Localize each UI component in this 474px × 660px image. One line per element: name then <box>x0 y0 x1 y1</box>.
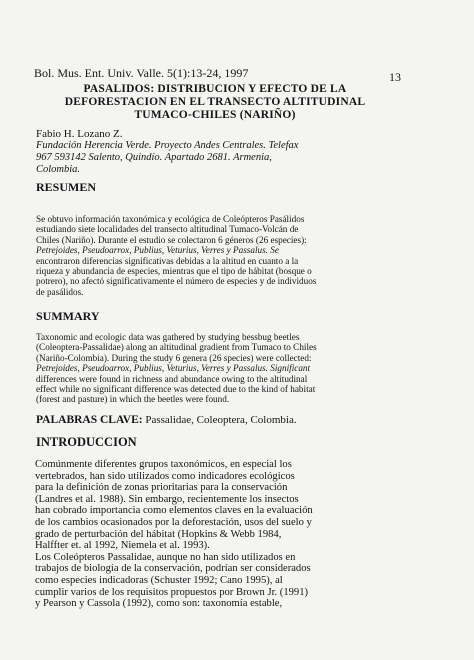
summary-line: (Nariño-Colombia). During the study 6 genera (26 species) were collected: <box>36 352 312 363</box>
summary-line: (Coleoptera-Passalidae) along an altitudinal gradient from Tumaco to Chiles <box>36 342 317 353</box>
journal-citation: Bol. Mus. Ent. Univ. Valle. 5(1):13-24, 1997 <box>34 66 249 80</box>
intro-line: Los Coleópteros Passalidae, aunque no han sido utilizados en <box>35 551 296 563</box>
author-name: Fabio H. Lozano Z. <box>36 128 123 140</box>
intro-line: cumplir varios de los requisitos propuestos por Brown Jr. (1991) <box>35 586 309 598</box>
keywords-label: PALABRAS CLAVE: <box>36 414 143 426</box>
title-line: PASALIDOS: DISTRIBUCION Y EFECTO DE LA <box>83 83 347 95</box>
resumen-paragraph <box>36 214 392 297</box>
resumen-line: Petrejoides, Pseudoarrox, Publius, Veturius, Verres y Passalus. Se <box>36 245 279 256</box>
summary-heading: SUMMARY <box>36 309 100 323</box>
intro-line: trabajos de biología de la conservación, podrían ser considerados <box>35 563 311 575</box>
intro-line: para la definición de zonas prioritarias para la conservación <box>35 482 288 494</box>
resumen-line: riqueza y abundancia de especies, mientras que el tipo de hábitat (bosque o <box>36 266 312 277</box>
page-number: 13 <box>389 70 401 84</box>
resumen-line: encontraron diferencias significativas debidas a la altitud en cuanto a la <box>36 255 299 266</box>
summary-line: differences were found in richness and abundance owing to the altitudinal <box>36 373 308 384</box>
resumen-line: estudiando siete localidades del transecto altitudinal Tumaco-Volcán de <box>36 224 299 235</box>
introduccion-paragraph <box>35 459 399 610</box>
keywords-text: Passalidae, Coleoptera, Colombia. <box>145 414 297 426</box>
summary-line: Petrejoides, Pseudoarrox, Publius, Veturius, Verres y Passalus. Significant <box>36 363 311 374</box>
summary-line: (forest and pasture) in which the beetles were found. <box>36 394 230 405</box>
summary-line: Taxonomic and ecologic data was gathered by studying bessbug beetles <box>36 332 300 342</box>
intro-line: Comúnmente diferentes grupos taxonómicos, en especial los <box>35 459 292 470</box>
author-affiliation <box>36 140 386 176</box>
affiliation-line: Colombia. <box>36 164 81 175</box>
intro-line: han cobrado importancia como elementos claves en la evaluación <box>35 505 313 517</box>
intro-line: grado de perturbación del hábitat (Hopkins & Webb 1984, <box>35 528 282 540</box>
affiliation-line: Fundación Herencia Verde. Proyecto Andes Centrales. Telefax <box>36 140 299 151</box>
resumen-line: Chiles (Nariño). Durante el estudio se colectaron 6 géneros (26 especies): <box>36 234 307 245</box>
title-line: DEFORESTACION EN EL TRANSECTO ALTITUDINAL <box>64 96 366 108</box>
resumen-heading: RESUMEN <box>36 180 97 194</box>
intro-line: como especies indicadoras (Schuster 1992; Cano 1995), al <box>35 574 283 586</box>
intro-line: (Landres et al. 1988). Sin embargo, recientemente los insectos <box>35 493 299 505</box>
intro-line: y Pearson y Cassola (1992), como son: taxonomía estable, <box>35 598 283 610</box>
title-line: TUMACO-CHILES (NARIÑO) <box>134 109 296 121</box>
intro-line: vertebrados, han sido utilizados como indicadores ecológicos <box>35 470 295 482</box>
intro-line: de los cambios ocasionados por la deforestación, usos del suelo y <box>35 516 312 528</box>
affiliation-line: 967 593142 Salento, Quindío. Apartado 2681. Armenia, <box>36 152 272 163</box>
summary-paragraph <box>36 332 392 405</box>
resumen-line: potrero), no afectó significativamente el número de especies y de individuos <box>36 276 317 287</box>
intro-line: Halffter et. al 1992, Niemela et al. 1993). <box>35 540 210 552</box>
resumen-line: de pasálidos. <box>36 286 84 297</box>
resumen-line: Se obtuvo información taxonómica y ecológica de Coleópteros Pasálidos <box>36 214 305 224</box>
summary-line: effect while no significant difference was detected due to the kind of habitat <box>36 384 316 395</box>
introduccion-heading: INTRODUCCION <box>36 435 137 449</box>
keywords <box>36 414 297 426</box>
article-title <box>30 83 400 122</box>
